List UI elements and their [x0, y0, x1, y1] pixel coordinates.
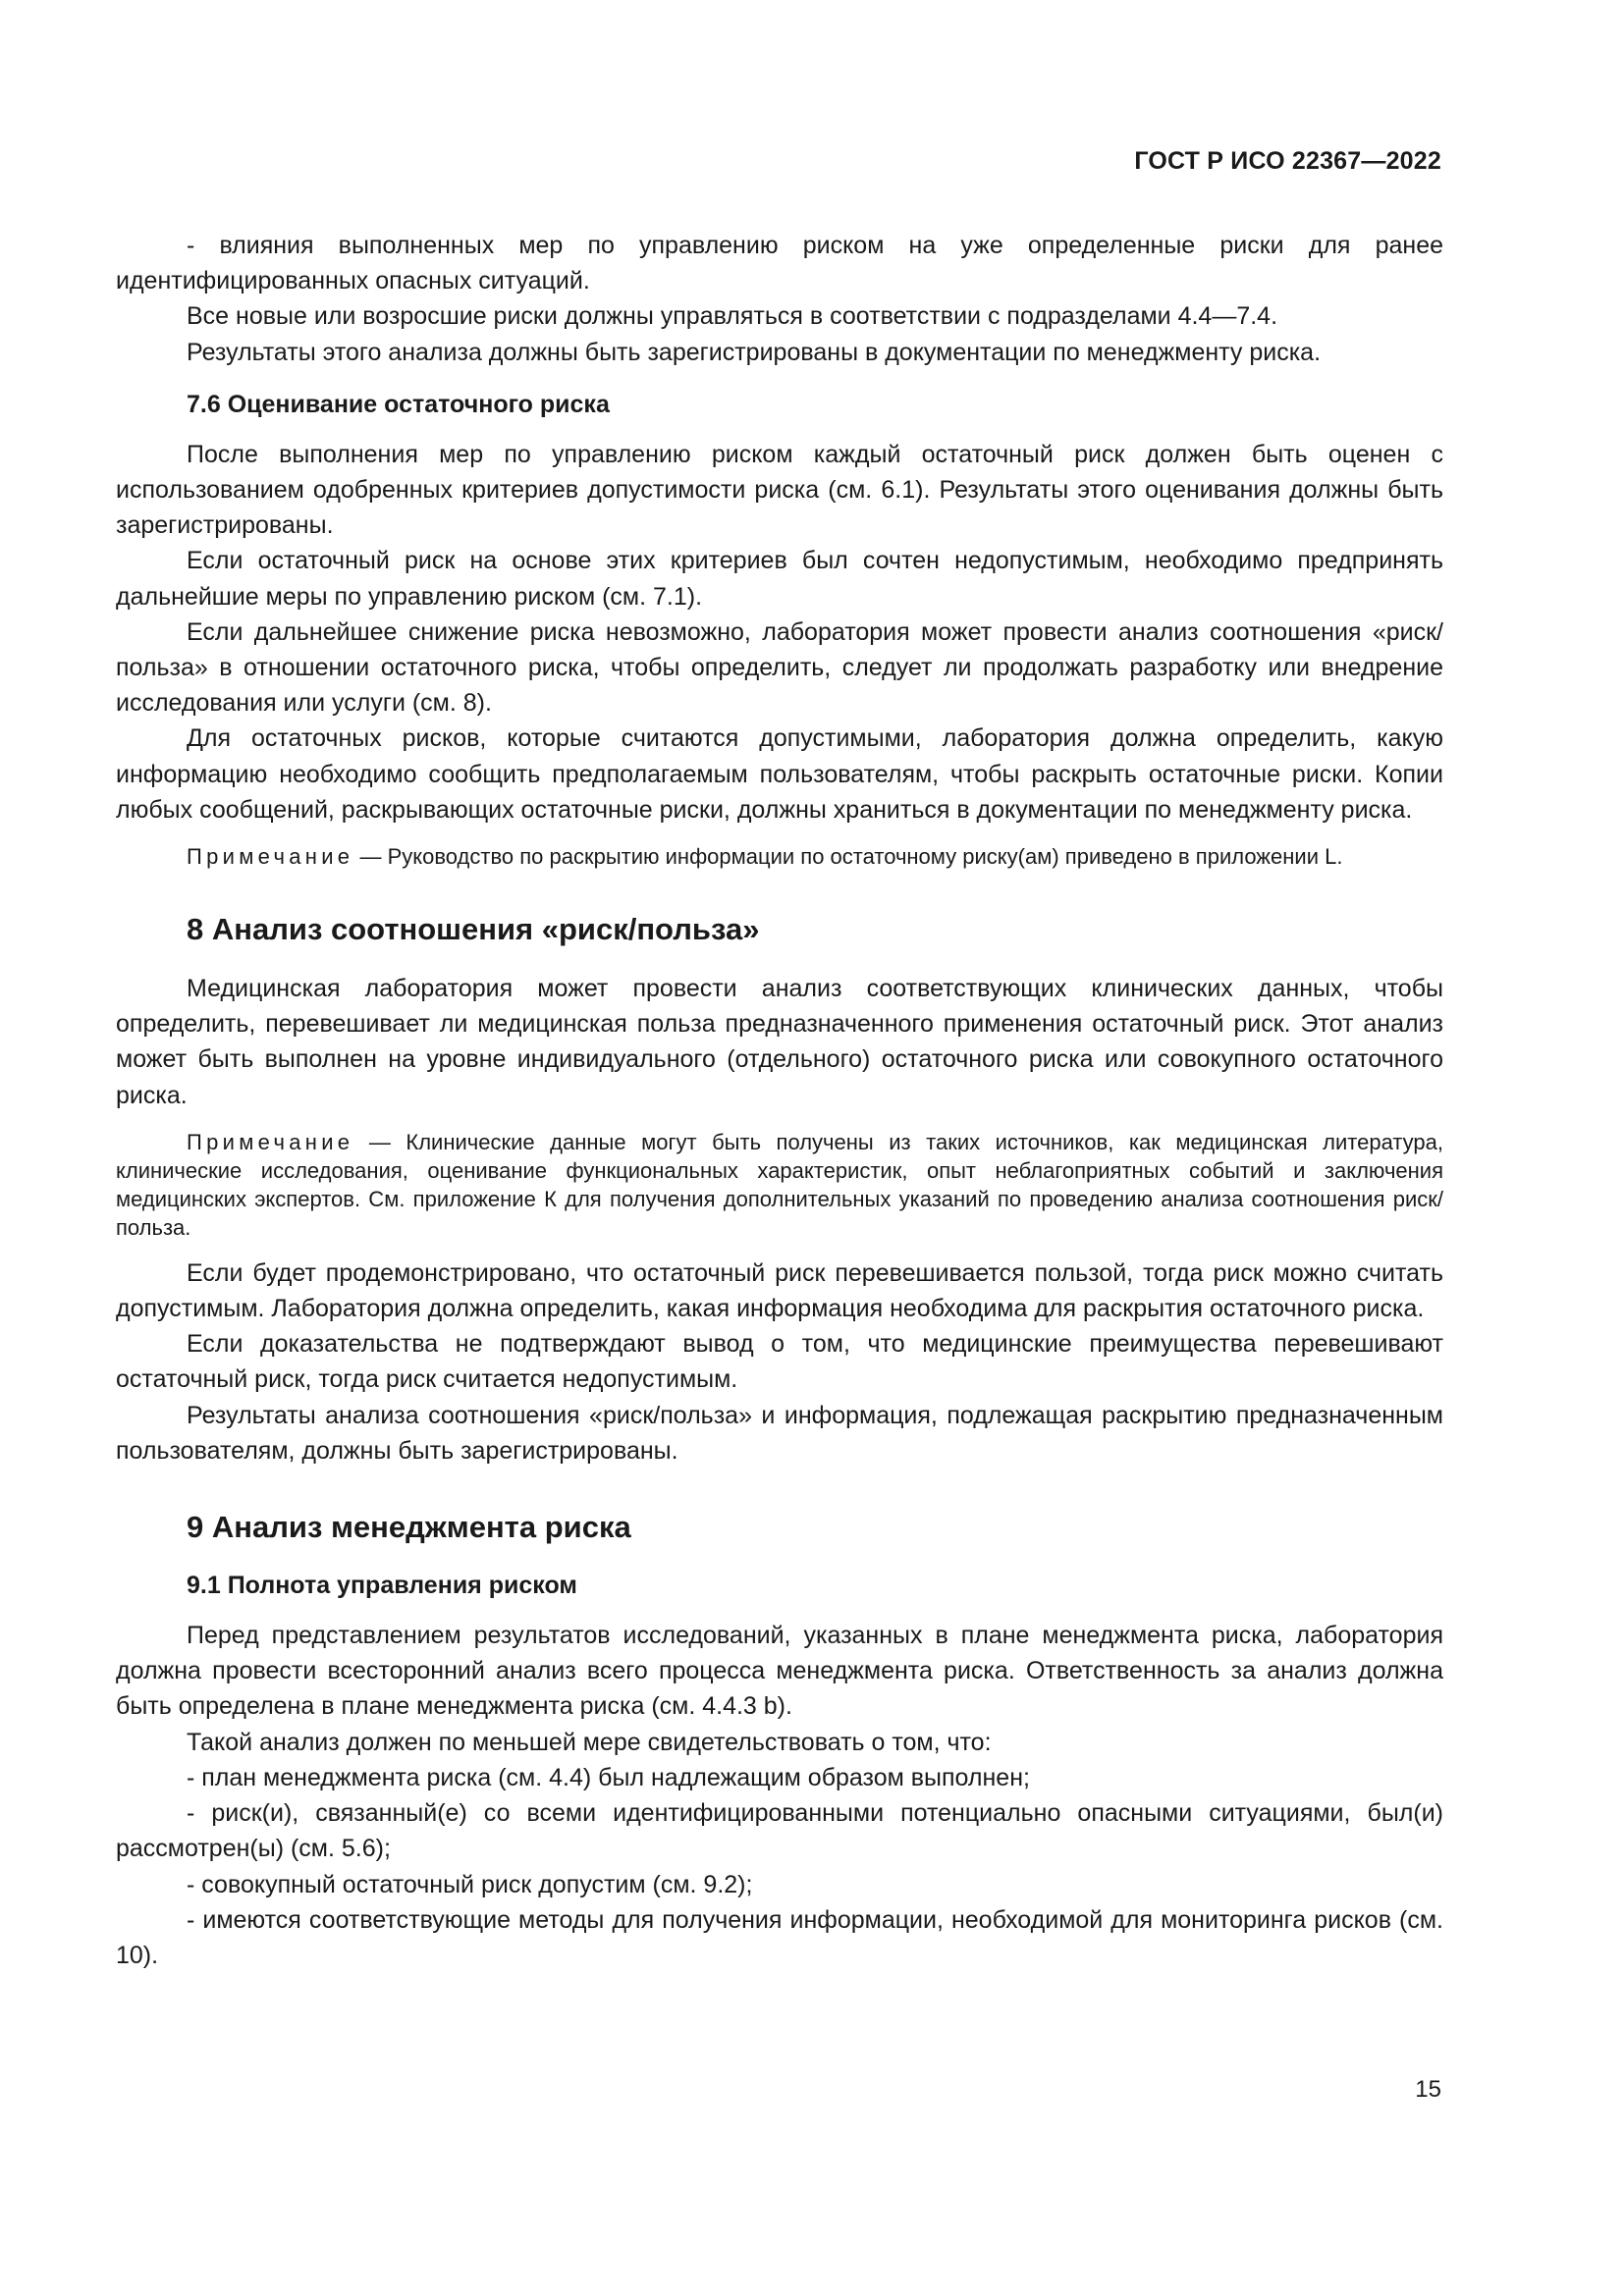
paragraph: Для остаточных рисков, которые считаются допустимыми, лаборатория должна определить, какую информацию необходимо сообщить предполагаемым пользователям, чтобы раскрыть остаточные риски. Копии любых сообщений, раскрывающих остаточные риски, должны храниться в документации по менеджменту риска.: [116, 724, 1443, 824]
note-text: — Руководство по раскрытию информации по остаточному риску(ам) приведено в приложении L.: [353, 844, 1343, 870]
paragraph: Все новые или возросшие риски должны управляться в соответствии с подразделами 4.4—7.4.: [187, 302, 1278, 331]
list-item: - риск(и), связанный(е) со всеми идентифицированными потенциально опасными ситуациями, был(и) рассмотрен(ы) (см. 5.6);: [116, 1799, 1443, 1863]
note-label: Примечание: [187, 844, 354, 870]
page-number: 15: [1415, 2076, 1441, 2103]
paragraph: Если доказательства не подтверждают вывод о том, что медицинские преимущества перевешивают остаточный риск, тогда риск считается недопустимым.: [116, 1330, 1443, 1394]
section-heading-9: 9 Анализ менеджмента риска: [187, 1510, 631, 1545]
paragraph: Если остаточный риск на основе этих критериев был сочтен недопустимым, необходимо предпринять дальнейшие меры по управлению риском (см. 7.1).: [116, 547, 1443, 611]
subsection-heading-9-1: 9.1 Полнота управления риском: [187, 1572, 577, 1600]
paragraph: Если дальнейшее снижение риска невозможно, лаборатория может провести анализ соотношения «риск/польза» в отношении остаточного риска, чтобы определить, следует ли продолжать разработку или внедрение исследования или услуги (см. 8).: [116, 617, 1443, 718]
document-code: ГОСТ Р ИСО 22367—2022: [1134, 147, 1441, 175]
paragraph: Результаты этого анализа должны быть зарегистрированы в документации по менеджменту риска.: [187, 338, 1322, 366]
note-text: — Клинические данные могут быть получены из таких источников, как медицинская литература, клинические исследования, оценивание функциональных характеристик, опыт неблагоприятных событий и заключения медицинских экспертов. См. приложение К для получения дополнительных указаний по проведению анализа соотношения риск/польза.: [116, 1129, 1443, 1240]
paragraph: Медицинская лаборатория может провести анализ соответствующих клинических данных, чтобы определить, перевешивает ли медицинская польза предназначенного применения остаточный риск. Этот анализ может быть выполнен на уровне индивидуального (отдельного) остаточного риска или совокупного остаточного риска.: [116, 975, 1443, 1109]
section-heading-8: 8 Анализ соотношения «риск/польза»: [187, 912, 760, 947]
note: [116, 1128, 1443, 1242]
note-label: Примечание: [187, 1129, 354, 1154]
paragraph: Перед представлением результатов исследований, указанных в плане менеджмента риска, лаборатория должна провести всесторонний анализ всего процесса менеджмента риска. Ответственность за анализ должна быть определена в плане менеджмента риска (см. 4.4.3 b).: [116, 1622, 1443, 1721]
list-item: - совокупный остаточный риск допустим (см. 9.2);: [187, 1870, 753, 1898]
paragraph: - влияния выполненных мер по управлению риском на уже определенные риски для ранее идентифицированных опасных ситуаций.: [116, 232, 1443, 295]
note: [116, 842, 1443, 871]
document-body: [116, 228, 1443, 1973]
list-item: - имеются соответствующие методы для получения информации, необходимой для мониторинга рисков (см. 10).: [116, 1905, 1443, 1969]
paragraph: После выполнения мер по управлению риском каждый остаточный риск должен быть оценен с использованием одобренных критериев допустимости риска (см. 6.1). Результаты этого оценивания должны быть зарегистрированы.: [116, 440, 1443, 540]
paragraph: Такой анализ должен по меньшей мере свидетельствовать о том, что:: [187, 1728, 992, 1756]
subsection-heading-7-6: 7.6 Оценивание остаточного риска: [187, 390, 610, 418]
paragraph: Если будет продемонстрировано, что остаточный риск перевешивается пользой, тогда риск можно считать допустимым. Лаборатория должна определить, какая информация необходима для раскрытия остаточного риска.: [116, 1258, 1443, 1323]
paragraph: Результаты анализа соотношения «риск/польза» и информация, подлежащая раскрытию предназначенным пользователям, должны быть зарегистрированы.: [116, 1401, 1443, 1465]
list-item: - план менеджмента риска (см. 4.4) был надлежащим образом выполнен;: [187, 1763, 1030, 1791]
